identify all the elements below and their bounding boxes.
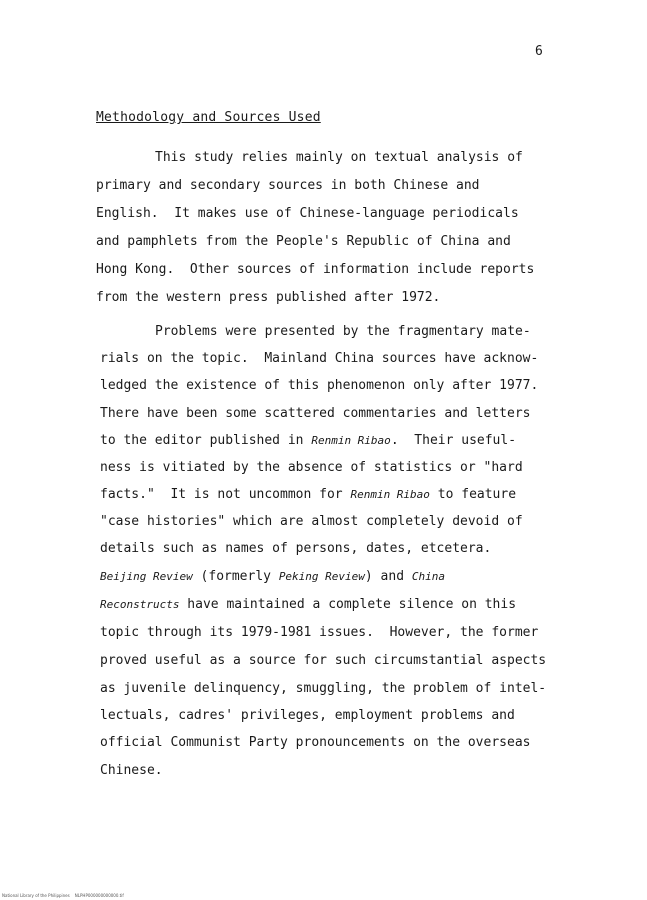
text-line: This study relies mainly on textual analysis of: [155, 150, 523, 165]
text-line: Hong Kong. Other sources of information include reports: [96, 262, 535, 277]
text-line: Beijing Review (formerly Peking Review) and China: [100, 569, 445, 584]
text-line: details such as names of persons, dates, etcetera.: [100, 541, 492, 556]
scan-footer: National Library of the Philippines NLPHP000000000000.tif: [2, 893, 124, 898]
text-line: ledged the existence of this phenomenon only after 1977.: [100, 378, 539, 393]
text-line: lectuals, cadres' privileges, employment problems and: [100, 708, 515, 723]
reconstructs-title: Reconstructs: [100, 598, 180, 611]
text-line: official Communist Party pronouncements on the overseas: [100, 735, 531, 750]
text-line: facts." It is not uncommon for Renmin Ribao to feature: [100, 487, 517, 502]
text-line: Problems were presented by the fragmentary mate-: [155, 324, 531, 339]
text-line: proved useful as a source for such circumstantial aspects: [100, 653, 547, 668]
renmin-ribao-title: Renmin Ribao: [311, 434, 391, 447]
text-line: ness is vitiated by the absence of statistics or "hard: [100, 460, 523, 475]
peking-review-title: Peking Review: [278, 570, 365, 583]
text-line: English. It makes use of Chinese-language periodicals: [96, 206, 519, 221]
text-line: "case histories" which are almost completely devoid of: [100, 514, 523, 529]
text-line: topic through its 1979-1981 issues. However, the former: [100, 625, 539, 640]
text-line: and pamphlets from the People's Republic of China and: [96, 234, 511, 249]
section-heading: Methodology and Sources Used: [96, 110, 321, 125]
text-line: There have been some scattered commentaries and letters: [100, 406, 531, 421]
renmin-ribao-title: Renmin Ribao: [350, 488, 430, 501]
page-number: 6: [535, 44, 543, 59]
text-line: primary and secondary sources in both Chinese and: [96, 178, 480, 193]
text-line: as juvenile delinquency, smuggling, the problem of intel-: [100, 681, 547, 696]
text-line: Chinese.: [100, 763, 163, 778]
china-title: China: [411, 570, 445, 583]
beijing-review-title: Beijing Review: [100, 570, 193, 583]
text-line: from the western press published after 1972.: [96, 290, 441, 305]
text-line: rials on the topic. Mainland China sources have acknow-: [100, 351, 539, 366]
text-line: to the editor published in Renmin Ribao. Their useful-: [100, 433, 517, 448]
text-line: Reconstructs have maintained a complete silence on this: [100, 597, 517, 612]
